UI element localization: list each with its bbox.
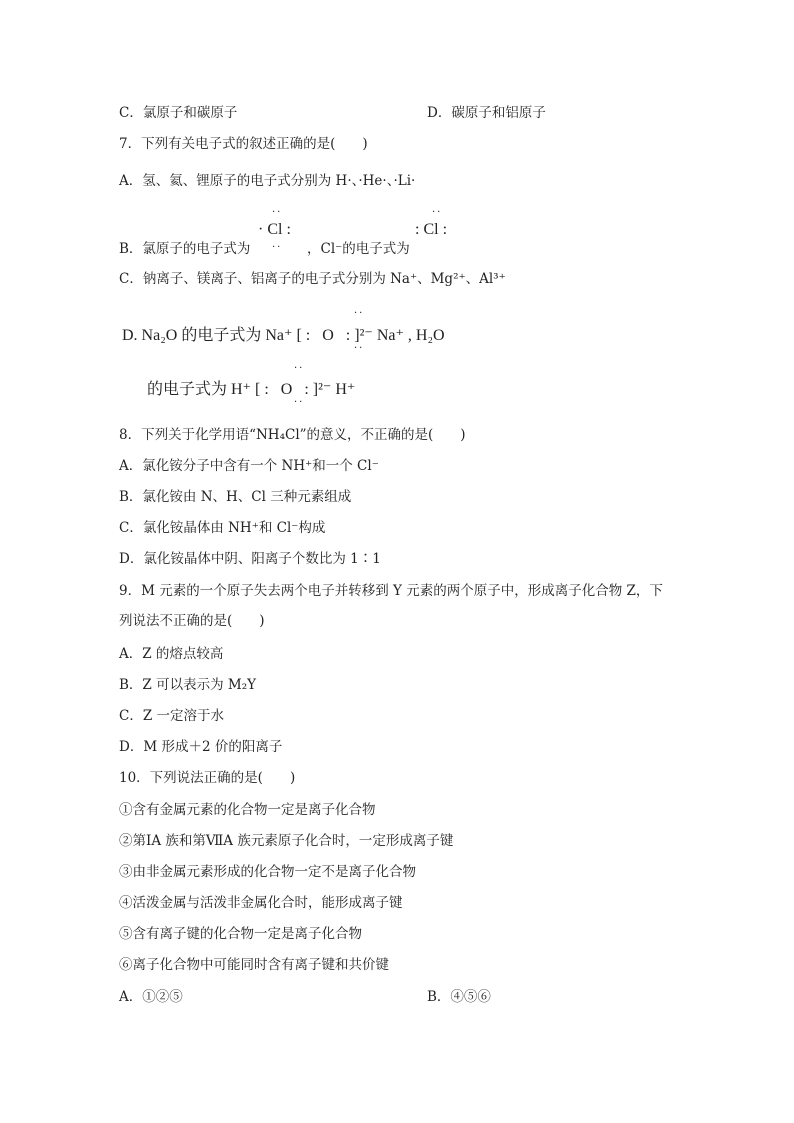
q7-stem: 7．下列有关电子式的叙述正确的是( ) — [119, 136, 368, 152]
q7-d-line1-suffix: : ]²⁻ Na⁺ , H₂O — [345, 327, 445, 344]
q10-statement-2: ②第ⅠA 族和第ⅦA 族元素原子化合时，一定形成离子键 — [119, 833, 454, 849]
q8-option-c: C．氯化铵晶体由 NH⁺和 Cl⁻构成 — [119, 520, 326, 536]
q10-stem: 10．下列说法正确的是( ) — [119, 770, 296, 786]
q9-stem-line1: 9．M 元素的一个原子失去两个电子并转移到 Y 元素的两个原子中，形成离子化合物 Z，下 — [119, 583, 663, 599]
q8-stem: 8．下列关于化学用语“NH₄Cl”的意义，不正确的是( ) — [119, 427, 466, 443]
q7-option-b-text: B．氯原子的电子式为 — [119, 241, 251, 257]
na2o-o-bottom-dots: ·· — [354, 343, 365, 354]
cl-ion-lewis: : Cl : — [415, 221, 448, 238]
q10-statement-5: ⑤含有离子键的化合物一定是离子化合物 — [119, 926, 362, 942]
q7-option-d-line2 — [147, 376, 355, 399]
q7-option-b-mid: ，Cl⁻的电子式为 — [307, 241, 410, 257]
h2o-o-top-dots: ·· — [294, 363, 305, 374]
q10-option-a: A．①②⑤ — [119, 989, 183, 1005]
q9-option-d: D．M 形成＋2 价的阳离子 — [119, 739, 283, 755]
q6-option-c: C．氯原子和碳原子 — [119, 105, 238, 121]
q10-statement-3: ③由非金属元素形成的化合物一定不是离子化合物 — [119, 864, 416, 880]
q10-statement-4: ④活泼金属与活泼非金属化合时，能形成离子键 — [119, 895, 403, 911]
q8-option-d: D．氯化铵晶体中阴、阳离子个数比为 1∶1 — [119, 551, 381, 567]
q10-option-b: B．④⑤⑥ — [427, 989, 491, 1005]
q10-statement-6: ⑥离子化合物中可能同时含有离子键和共价键 — [119, 957, 389, 973]
cl-atom-lewis: · Cl : — [258, 221, 291, 238]
q10-statement-1: ①含有金属元素的化合物一定是离子化合物 — [119, 802, 376, 818]
q7-option-c: C．钠离子、镁离子、铝离子的电子式分别为 Na⁺、Mg²⁺、Al³⁺ — [119, 271, 506, 287]
q9-option-a: A．Z 的熔点较高 — [119, 646, 224, 662]
q9-stem-line2: 列说法不正确的是( ) — [119, 613, 265, 629]
q8-option-a: A．氯化铵分子中含有一个 NH⁺和一个 Cl⁻ — [119, 458, 379, 474]
na2o-o-atom: O — [322, 327, 334, 344]
na2o-o-top-dots: ·· — [354, 308, 365, 319]
cl-atom-bottom-dots: ·· — [272, 242, 283, 253]
q7-d-line2-prefix: 的电子式为 H⁺ [ : — [147, 381, 269, 398]
q9-option-c: C．Z 一定溶于水 — [119, 708, 225, 724]
q9-option-b: B．Z 可以表示为 M₂Y — [119, 677, 257, 693]
h2o-o-bottom-dots: ·· — [294, 397, 305, 408]
q7-option-a: A．氢、氦、锂原子的电子式分别为 H·、·He·、·Li· — [119, 173, 416, 189]
q6-option-d: D．碳原子和铝原子 — [427, 105, 546, 121]
q7-d-line1-prefix: D. Na₂O 的电子式为 Na⁺ [ : — [122, 327, 311, 344]
q7-option-d-line1 — [122, 322, 445, 345]
cl-ion-top-dots: ·· — [432, 207, 443, 218]
cl-atom-top-dots: ·· — [272, 207, 283, 218]
h2o-o-atom: O — [280, 381, 293, 398]
q8-option-b: B．氯化铵由 N、H、Cl 三种元素组成 — [119, 489, 352, 505]
q7-d-line2-suffix: : ]²⁻ H⁺ — [304, 381, 356, 398]
